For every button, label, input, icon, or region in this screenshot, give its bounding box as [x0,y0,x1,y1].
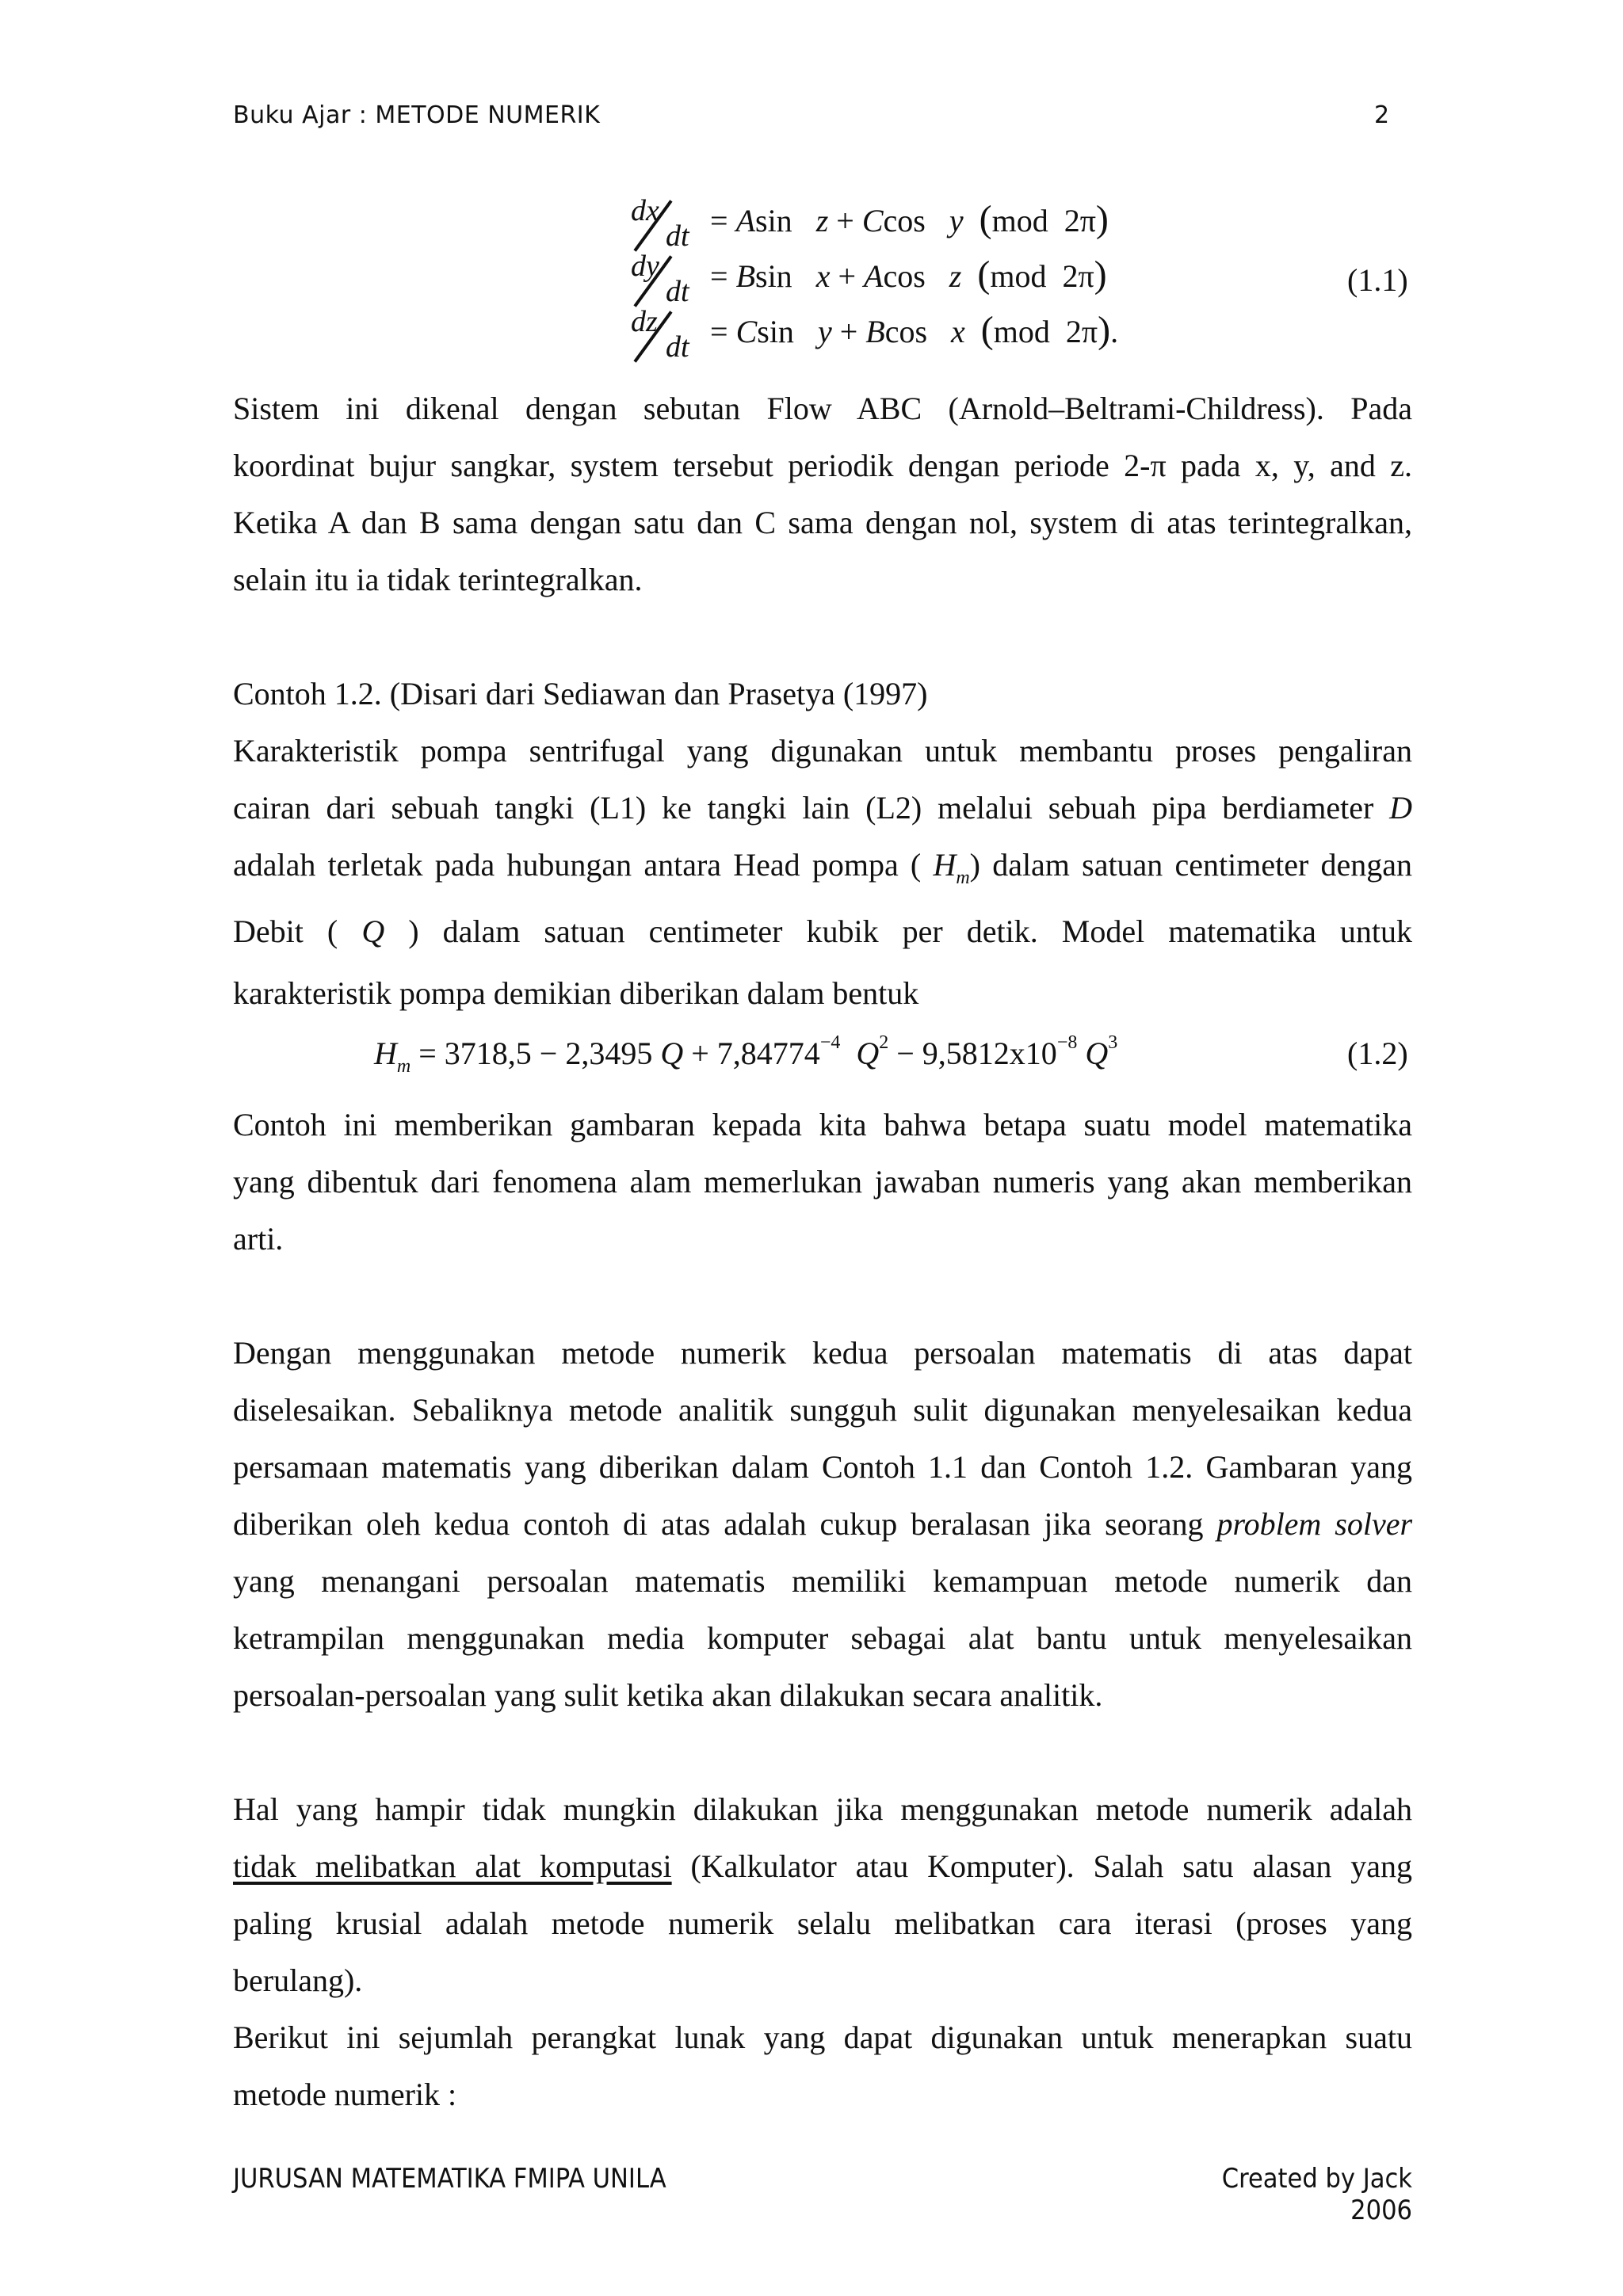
equation-1-1-row-2: dy dt = Bsin x + Acos z (mod 2π) [631,250,1107,308]
paragraph-abc-flow: Sistem ini dikenal dengan sebutan Flow ABC (Arnold–Beltrami-Childress). Pada koordinat bujur sangkar, system tersebut periodik dengan periode 2-π pada x, y, and z. Ketika A dan B sama dengan satu dan C sama dengan nol, system di atas terintegralkan, selain itu ia tidak terintegralkan. [233,391,1412,597]
underlined-phrase: tidak melibatkan alat komputasi [233,1848,672,1884]
example-heading: Contoh 1.2. (Disari dari Sediawan dan Prasetya (1997) [233,676,928,711]
derivative-fraction: dz dt [631,305,689,364]
paragraph-software-intro: Berikut ini sejumlah perangkat lunak yang dapat digunakan untuk menerapkan suatu metode numerik : [233,2019,1412,2112]
derivative-fraction: dx dt [631,194,689,253]
equation-1-2: $H_m = 3718,5 - 2,3495$ $Q + 7,84774^{-4}$ $Q^2 - 9,5812x10^{-8}$ $Q^3$ [374,1032,1118,1077]
page-number: 2 [1374,101,1390,129]
paragraph-example-meaning: Contoh ini memberikan gambaran kepada kita bahwa betapa suatu model matematika yang dibentuk dari fenomena alam memerlukan jawaban numeris yang akan memberikan arti. [233,1107,1412,1257]
example-1-2: Contoh 1.2. (Disari dari Sediawan dan Prasetya (1997) Karakteristik pompa sentrifugal yang digunakan untuk membantu proses pengaliran cairan dari sebuah tangki (L1) ke tangki lain (L2) melalui sebuah pipa berdiameter D adalah terletak pada hubungan antara Head pompa ( $H_m$) dalam satuan centimeter dengan Debit ( Q ) dalam satuan centimeter kubik per detik. Model matematika untuk karakteristik pompa demikian diberikan dalam bentuk [233,666,1412,1022]
running-header-title: Buku Ajar : METODE NUMERIK [233,101,601,129]
footer-department: JURUSAN MATEMATIKA FMIPA UNILA [233,2163,666,2195]
equation-1-1 [631,196,1118,363]
paragraph-computation-tools: Hal yang hampir tidak mungkin dilakukan jika menggunakan metode numerik adalah tidak melibatkan alat komputasi (Kalkulator atau Komputer). Salah satu alasan yang paling krusial adalah metode numerik selalu melibatkan cara iterasi (proses yang berulang). [233,1791,1413,1998]
paragraph-numerical-method: Dengan menggunakan metode numerik kedua persoalan matematis di atas dapat diselesaikan. Sebaliknya metode analitik sungguh sulit digunakan menyelesaikan kedua persamaan matematis yang diberikan dalam Contoh 1.1 dan Contoh 1.2. Gambaran yang diberikan oleh kedua contoh di atas adalah cukup beralasan jika seorang problem solver yang menangani persoalan matematis memiliki kemampuan metode numerik dan ketrampilan menggunakan media komputer sebagai alat bantu untuk menyelesaikan persoalan-persoalan yang sulit ketika akan dilakukan secara analitik. [233,1335,1413,1713]
equation-label-1-2: (1.2) [1347,1035,1408,1071]
footer-credit: Created by Jack 2006 [1221,2163,1412,2226]
derivative-fraction: dy dt [631,250,689,308]
equation-1-1-row-3: dz dt = Csin y + Bcos x (mod 2π). [631,305,1119,364]
equation-label-1-1: (1.1) [1347,262,1408,298]
equation-1-1-row-1: dx dt = Asin z + Ccos y (mod 2π) [631,194,1109,253]
